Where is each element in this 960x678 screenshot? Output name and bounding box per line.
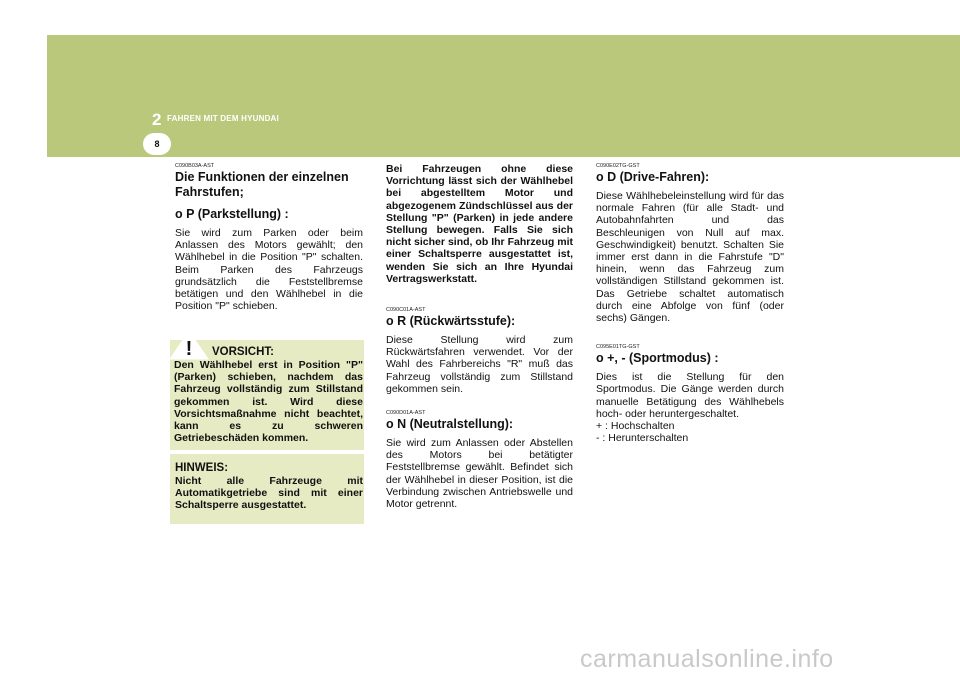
column-2 — [386, 163, 573, 510]
watermark: carmanualsonline.info — [580, 645, 834, 673]
reverse-code: C090C01A-AST — [386, 307, 426, 314]
warning-icon — [169, 330, 209, 360]
neutral-body: Sie wird zum Anlassen oder Abstellen des Motors bei betätigter Feststellbremse gewählt. Befindet sich der Wählhebel in dieser Position, ist die Verbindung zwischen Antriebswelle und Motor getrennt. — [386, 437, 573, 511]
column-3 — [596, 163, 784, 444]
reverse-heading: o R (Rückwärtsstufe): — [386, 314, 516, 329]
chapter-number: 2 — [152, 110, 162, 129]
warning-exclamation: ! — [185, 338, 193, 360]
sport-plus: + : Hochschalten — [596, 420, 675, 433]
hint-title: HINWEIS: — [175, 462, 229, 474]
sport-heading: o +, - (Sportmodus) : — [596, 351, 719, 366]
drive-body: Diese Wählhebeleinstellung wird für das normale Fahren (für alle Stadt- und Autobahnfahrten und das Beschleunigen von Null auf max. Geschwindigkeit) benutzt. Schalten Sie immer erst dann in die Fahrstufe "D" hinein, wenn das Fahrzeug zum vollständigen Stillstand gekommen ist. Das Getriebe schaltet automatisch durch eine Abfolge von fünf (oder sechs) Gängen. — [596, 190, 784, 325]
reverse-body: Diese Stellung wird zum Rückwärtsfahren verwendet. Vor der Wahl des Fahrbereichs "R" muß das Fahrzeug vollständig zum Stillstand gekommen sein. — [386, 334, 573, 395]
drive-code: C090E02TG-GST — [596, 163, 640, 169]
column-1 — [175, 163, 363, 312]
section-code: C090B03A-AST — [175, 163, 215, 169]
hint-text: Nicht alle Fahrzeuge mit Automatikgetriebe sind mit einer Schaltsperre ausgestattet. — [175, 475, 363, 512]
chapter-title: FAHREN MIT DEM HYUNDAI — [167, 114, 279, 123]
park-heading: o P (Parkstellung) : — [175, 207, 289, 221]
page-number: 8 — [143, 133, 171, 155]
sport-minus: - : Herunterschalten — [596, 432, 689, 445]
neutral-heading: o N (Neutralstellung): — [386, 417, 514, 432]
drive-heading: o D (Drive-Fahren): — [596, 170, 710, 184]
park-body: Sie wird zum Parken oder beim Anlassen des Motors gewählt; den Wählhebel in die Position "P" schalten. Beim Parken des Fahrzeugs grundsätzlich die Feststellbremse betätigen und den Wählhebel in die Position "P" schieben. — [175, 227, 363, 313]
section-heading: Die Funktionen der einzelnen Fahrstufen; — [175, 170, 349, 199]
neutral-code: C090D01A-AST — [386, 410, 426, 417]
sport-body: Dies ist die Stellung für den Sportmodus. Die Gänge werden durch manuelle Betätigung des Wählhebels hoch- oder heruntergeschaltet. — [596, 371, 784, 420]
sport-code: C095E01TG-GST — [596, 344, 640, 351]
warning-title: VORSICHT: — [212, 346, 274, 358]
header-band — [47, 35, 960, 157]
interlock-intro: Bei Fahrzeugen ohne diese Vorrichtung lässt sich der Wählhebel bei abgestelltem Motor und abgezogenem Zündschlüssel aus der Stellung "P" (Parken) in jede andere Stellung bewegen. Falls Sie sich nicht sicher sind, ob Ihr Fahrzeug mit einer Schaltsperre ausgestattet ist, wenden Sie sich an Ihre Hyundai Vertragswerkstatt. — [386, 163, 573, 285]
warning-text: Den Wählhebel erst in Position "P" (Parken) schieben, nachdem das Fahrzeug vollständig zum Stillstand gekommen ist. Wird diese Vorsichtsmaßnahme nicht beachtet, kann es zu schweren Getriebeschäden kommen. — [174, 359, 363, 445]
